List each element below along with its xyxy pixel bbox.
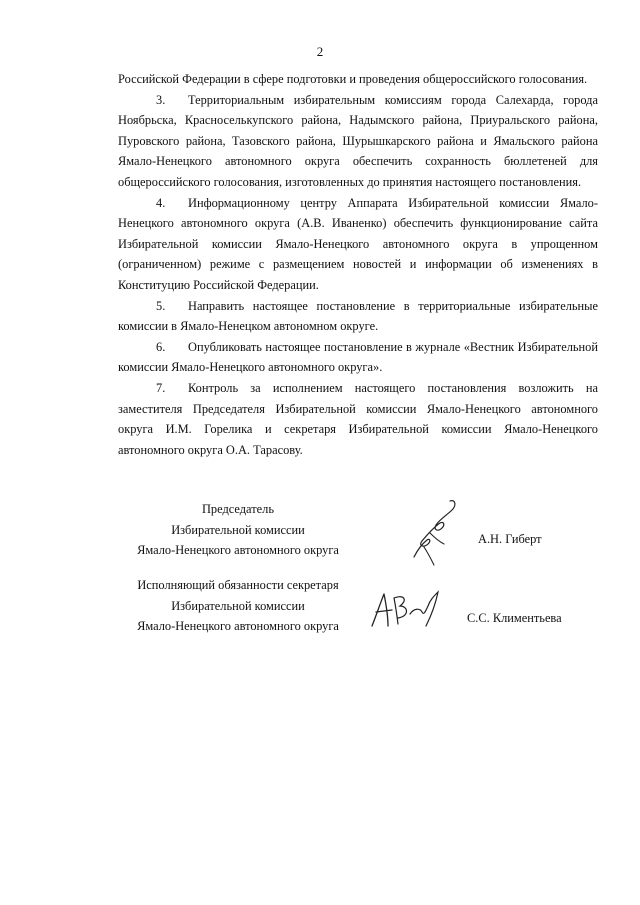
secretary-title-line1: Исполняющий обязанности секретаря (137, 578, 339, 592)
secretary-title (118, 575, 358, 637)
paragraph-text: Направить настоящее постановление в территориальные избирательные комиссии в Ямало-Ненецком автономном округе. (118, 298, 598, 334)
chairman-title (118, 499, 358, 561)
paragraph-number: 7. (156, 380, 166, 395)
chairman-title-line1: Председатель (201, 502, 274, 516)
paragraph-4 (118, 193, 598, 296)
continuation-paragraph: Российской Федерации в сфере подготовки и проведения общероссийского голосования. (118, 72, 588, 86)
chairman-signature-icon (400, 497, 462, 567)
paragraph-number: 5. (156, 298, 166, 313)
paragraph-text: Информационному центру Аппарата Избирательной комиссии Ямало-Ненецкого автономного округа (А.В. Иваненко) обеспечить функционирование сайта Избирательной комиссии Ямало-Ненецкого автономного округа в упрощенном (ограниченном) режиме с размещением новостей и информации об изменениях в Конституцию Российской Федерации. (118, 195, 598, 292)
chairman-name: А.Н. Гиберт (478, 532, 542, 546)
paragraph-text: Территориальным избирательным комиссиям города Салехарда, города Ноябрьска, Красноселькупского района, Надымского района, Приуральского района, Пуровского района, Тазовского района, Шурышкарского района и Ямальского района Ямало-Ненецкого автономного округа обеспечить сохранность бюллетеней для общероссийского голосования, изготовленных до принятия настоящего постановления. (118, 92, 598, 189)
document-body (118, 69, 598, 460)
paragraph-7 (118, 378, 598, 460)
secretary-name: С.С. Климентьева (467, 611, 562, 625)
page-number: 2 (316, 44, 324, 59)
chairman-title-line2: Избирательной комиссии (171, 522, 305, 537)
paragraph-text: Опубликовать настоящее постановление в журнале «Вестник Избирательной комиссии Ямало-Ненецкого автономного округа». (118, 339, 598, 375)
paragraph-text: Контроль за исполнением настоящего постановления возложить на заместителя Председателя Избирательной комиссии Ямало-Ненецкого автономного округа И.М. Горелика и секретаря Избирательной комиссии Ямало-Ненецкого автономного округа О.А. Тарасову. (118, 380, 598, 457)
paragraph-6 (118, 337, 598, 378)
paragraph-3 (118, 90, 598, 193)
paragraph-number: 3. (156, 92, 166, 107)
secretary-title-line2: Избирательной комиссии (171, 598, 305, 613)
paragraph-number: 6. (156, 339, 166, 354)
secretary-signature-icon (366, 586, 446, 632)
secretary-title-line3: Ямало-Ненецкого автономного округа (137, 619, 339, 634)
paragraph-number: 4. (156, 195, 166, 210)
paragraph-5 (118, 296, 598, 337)
chairman-title-line3: Ямало-Ненецкого автономного округа (137, 543, 339, 558)
